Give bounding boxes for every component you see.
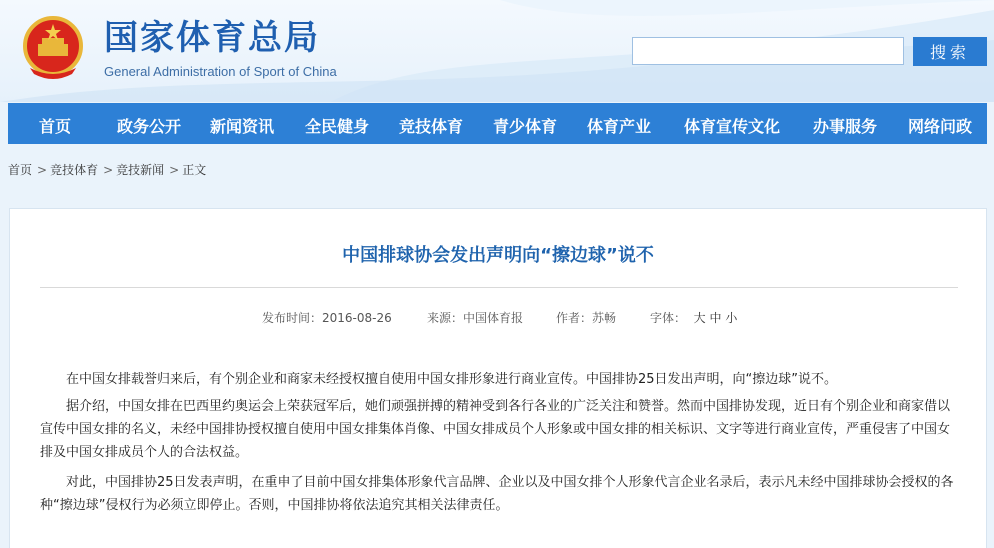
nav-item-sports-industry[interactable]: 体育产业 <box>587 117 652 136</box>
author-value: 苏畅 <box>592 311 617 325</box>
breadcrumb-separator: > <box>169 163 180 177</box>
breadcrumb-current: 正文 <box>182 163 207 177</box>
site-subtitle: General Administration of Sport of China <box>104 64 337 79</box>
title-divider <box>40 287 958 288</box>
font-size-control <box>650 309 737 326</box>
article-paragraph-3: 对此，中国排协25日发表声明，在重申了目前中国女排集体形象代言品牌、企业以及中国女排个人形象代言企业名录后，表示凡未经中国排球协会授权的各种“擦边球”侵权行为必须立即停止。否则，中国排协将依法追究其相关法律责任。 <box>40 475 954 513</box>
article-paragraph-1: 在中国女排载誉归来后，有个别企业和商家未经授权擅自使用中国女排形象进行商业宣传。中国排协25日发出声明，向“擦边球”说不。 <box>40 372 838 387</box>
nav-item-youth-sports[interactable]: 青少体育 <box>493 117 558 136</box>
article-source <box>427 309 523 326</box>
nav-item-government-affairs[interactable]: 政务公开 <box>117 117 182 136</box>
site-title: 国家体育总局 <box>104 18 320 58</box>
author-label: 作者： <box>556 311 593 325</box>
breadcrumb-home[interactable]: 首页 <box>8 163 33 177</box>
article-author <box>556 309 616 326</box>
font-size-label: 字体： <box>650 311 687 325</box>
nav-item-sports-culture[interactable]: 体育宣传文化 <box>684 117 781 136</box>
nav-item-competitive-sports[interactable]: 竞技体育 <box>399 117 464 136</box>
search-input[interactable] <box>632 37 904 65</box>
font-small-button[interactable]: 小 <box>725 311 738 325</box>
breadcrumb-competitive-sports[interactable]: 竞技体育 <box>50 163 99 177</box>
font-medium-button[interactable]: 中 <box>709 311 722 325</box>
nav-item-home[interactable]: 首页 <box>39 117 72 136</box>
publish-date-value: 2016-08-26 <box>322 311 392 325</box>
national-emblem-icon <box>20 14 86 82</box>
breadcrumb-separator: > <box>37 163 48 177</box>
nav-item-online-inquiry[interactable]: 网络问政 <box>908 117 973 136</box>
publish-date <box>262 309 392 326</box>
source-label: 来源： <box>427 311 464 325</box>
breadcrumb-separator: > <box>103 163 114 177</box>
nav-item-news[interactable]: 新闻资讯 <box>210 117 275 136</box>
article-title: 中国排球协会发出声明向“擦边球”说不 <box>342 245 654 266</box>
breadcrumb-competitive-news[interactable]: 竞技新闻 <box>116 163 165 177</box>
main-nav <box>8 103 987 144</box>
nav-item-national-fitness[interactable]: 全民健身 <box>305 117 370 136</box>
search-button[interactable]: 搜索 <box>913 37 987 66</box>
article-paragraph-2: 据介绍，中国女排在巴西里约奥运会上荣获冠军后，她们顽强拼搏的精神受到各行各业的广泛关注和赞誉。然而中国排协发现，近日有个别企业和商家借以宣传中国女排的名义，未经中国排协授权擅自使用中国女排集体肖像、中国女排成员个人形象或中国女排的相关标识、文字等进行商业宣传，严重侵害了中国女排及中国女排成员个人的合法权益。 <box>40 399 951 460</box>
font-large-button[interactable]: 大 <box>693 311 706 325</box>
publish-date-label: 发布时间： <box>262 311 323 325</box>
article-panel <box>9 208 987 548</box>
breadcrumb <box>8 161 208 178</box>
nav-item-services[interactable]: 办事服务 <box>813 117 878 136</box>
site-header <box>0 0 994 102</box>
source-value: 中国体育报 <box>463 311 524 325</box>
